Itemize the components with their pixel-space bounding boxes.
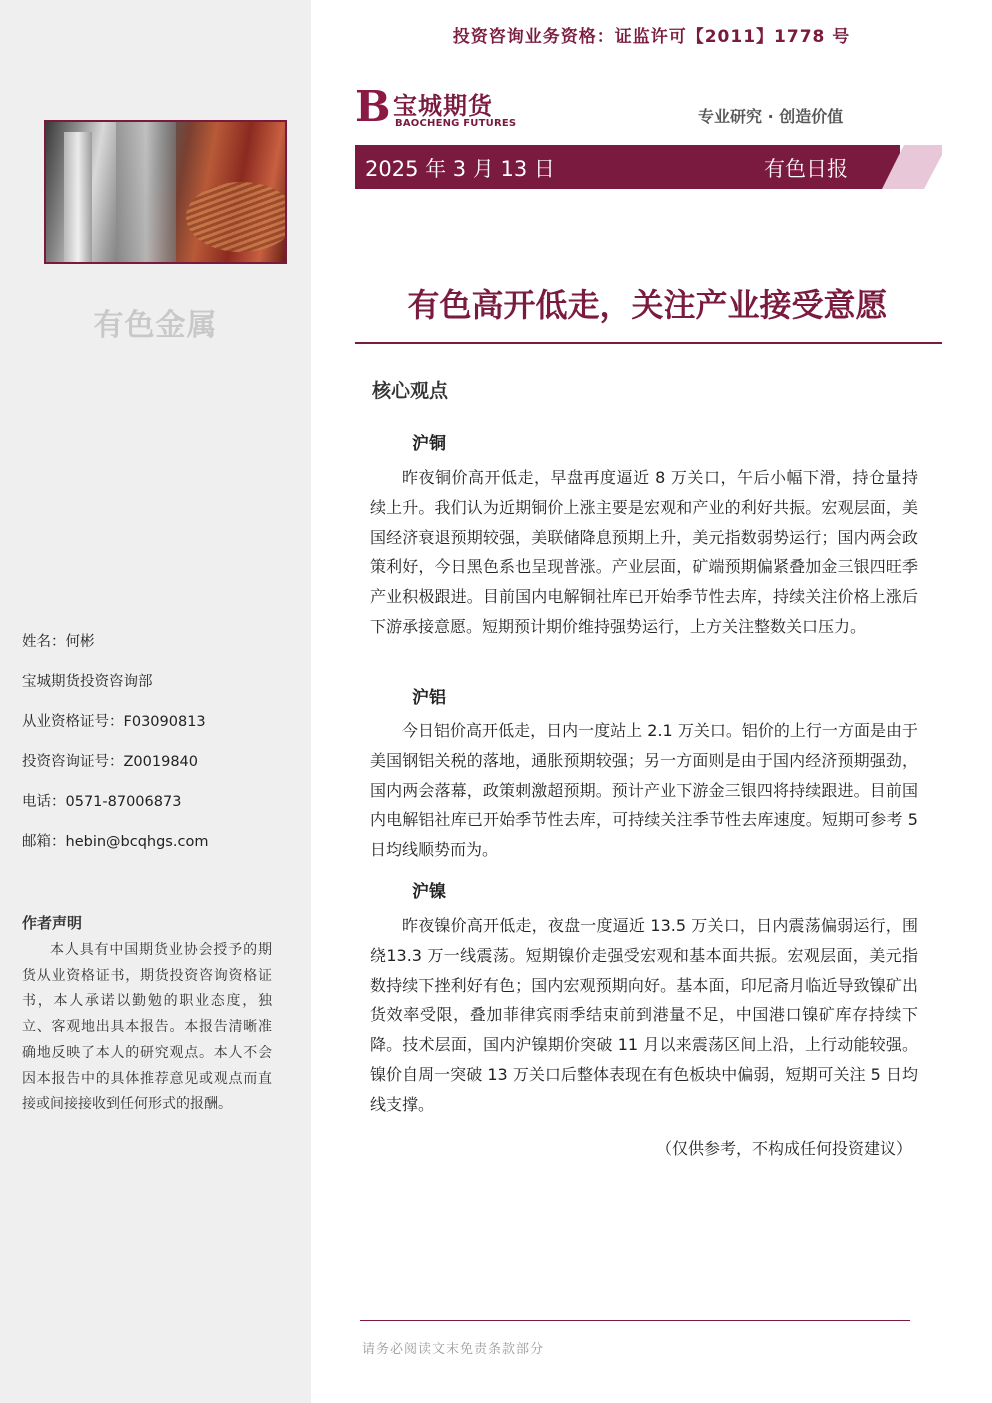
report-type: 有色日报 xyxy=(764,157,848,181)
slogan: 专业研究 · 创造价值 xyxy=(698,107,844,126)
cover-image-metal-bar xyxy=(116,122,176,262)
logo-english-name: BAOCHENG FUTURES xyxy=(395,118,517,129)
author-contact xyxy=(22,632,208,872)
qualification-number: 从业资格证号：F03090813 xyxy=(22,714,206,730)
footer-text[interactable]: 请务必阅读文末免责条款部分 xyxy=(362,1342,545,1357)
declaration-text: 本人具有中国期货业协会授予的期货从业资格证书，期货投资咨询资格证书，本人承诺以勤勉的职业态度，独立、客观地出具本报告。本报告清晰准确地反映了本人的研究观点。本人不会因本报告中的具体推荐意见或观点而直接或间接接收到任何形式的报酬。 xyxy=(22,942,272,1113)
item-title-copper: 沪铜 xyxy=(412,434,446,454)
cover-image-copper-coil xyxy=(186,182,287,252)
author-department: 宝城期货投资咨询部 xyxy=(22,674,153,690)
headline-divider xyxy=(355,342,942,344)
author-phone: 电话：0571-87006873 xyxy=(22,794,182,810)
license-info: 投资咨询业务资格：证监许可【2011】1778 号 xyxy=(452,27,851,47)
report-date: 2025 年 3 月 13 日 xyxy=(365,157,555,181)
item-text-copper: 昨夜铜价高开低走，早盘再度逼近 8 万关口，午后小幅下滑，持仓量持续上升。我们认为近期铜价上涨主要是宏观和产业的利好共振。宏观层面，美国经济衰退预期较强，美联储降息预期上升，美元指数弱势运行；国内两会政策利好，今日黑色系也呈现普涨。产业层面，矿端预期偏紧叠加金三银四旺季产业积极跟进。目前国内电解铜社库已开始季节性去库，持续关注价格上涨后下游承接意愿。短期预计期价维持强势运行，上方关注整数关口压力。 xyxy=(370,468,918,636)
item-text-aluminum: 今日铝价高开低走，日内一度站上 2.1 万关口。铝价的上行一方面是由于美国钢铝关税的落地，通胀预期较强；另一方面则是由于国内经济预期强劲，国内两会落幕，政策刺激超预期。预计产业下游金三银四将持续跟进。目前国内电解铝社库已开始季节性去库，可持续关注季节性去库速度。短期可参考 5 日均线顺势而为。 xyxy=(370,721,918,860)
item-text-nickel: 昨夜镍价高开低走，夜盘一度逼近 13.5 万关口，日内震荡偏弱运行，围绕13.3 万一线震荡。短期镍价走强受宏观和基本面共振。宏观层面，美元指数持续下挫利好有色；国内宏观预期向好。基本面，印尼斋月临近导致镍矿出货效率受限，叠加菲律宾雨季结束前到港量不足，中国港口镍矿库存持续下降。技术层面，国内沪镍期价突破 11 月以来震荡区间上沿，上行动能较强。镍价自周一突破 13 万关口后整体表现在有色板块中偏弱，短期可关注 5 日均线支撑。 xyxy=(370,916,918,1114)
logo-mark-icon: B xyxy=(355,82,391,131)
company-logo xyxy=(355,84,525,134)
consult-number: 投资咨询证号：Z0019840 xyxy=(22,754,199,770)
cover-image xyxy=(44,120,287,264)
sector-label: 有色金属 xyxy=(93,308,218,343)
logo-chinese-name: 宝城期货 xyxy=(393,92,493,120)
item-title-nickel: 沪镍 xyxy=(412,882,446,902)
item-title-aluminum: 沪铝 xyxy=(412,688,446,708)
declaration-title: 作者声明 xyxy=(22,914,83,932)
author-email[interactable]: 邮箱：hebin@bcqhgs.com xyxy=(22,834,209,850)
report-headline: 有色高开低走，关注产业接受意愿 xyxy=(407,286,888,324)
section-title: 核心观点 xyxy=(372,380,449,402)
sidebar xyxy=(0,0,311,1403)
cover-image-metal-rod xyxy=(64,132,92,262)
disclaimer-note: （仅供参考，不构成任何投资建议） xyxy=(655,1139,912,1158)
author-name: 姓名：何彬 xyxy=(22,634,95,650)
footer-divider xyxy=(360,1320,910,1321)
date-banner xyxy=(355,145,900,189)
banner-stripes-decoration xyxy=(858,145,942,189)
